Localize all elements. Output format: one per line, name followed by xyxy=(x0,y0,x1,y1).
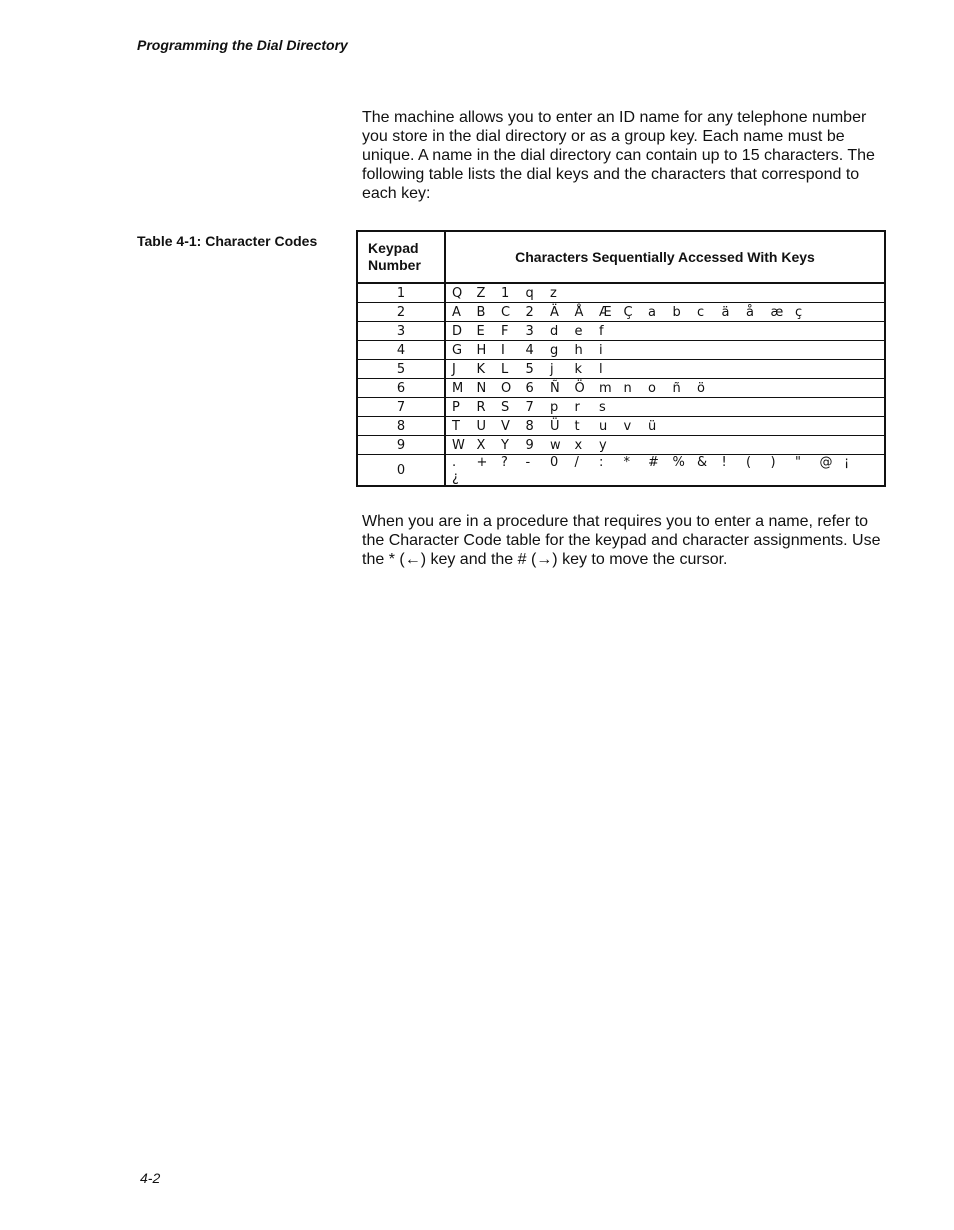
instructions-text: When you are in a procedure that requires you to enter a name, refer to the Character Code table for the keypad and character assignments. Use the * (←) key and the # (→) key to move the cursor. xyxy=(362,513,881,568)
running-header: Programming the Dial Directory xyxy=(137,37,348,53)
character: b xyxy=(672,304,681,320)
character: ¡ xyxy=(844,455,850,470)
character: æ xyxy=(770,304,784,320)
table-body xyxy=(357,283,885,486)
characters-cell xyxy=(445,341,885,360)
keypad-number-cell: 5 xyxy=(357,360,445,379)
character: % xyxy=(672,455,685,470)
table-row xyxy=(357,398,885,417)
character: J xyxy=(452,361,456,377)
character: ä xyxy=(721,304,730,320)
character: Ü xyxy=(550,418,560,434)
character: . xyxy=(452,455,457,470)
character: i xyxy=(599,342,603,358)
table-row xyxy=(357,417,885,436)
character: Q xyxy=(452,285,463,301)
character: Y xyxy=(501,437,509,453)
table-row xyxy=(357,360,885,379)
character: ( xyxy=(746,455,752,470)
character: 1 xyxy=(501,285,510,301)
table-row xyxy=(357,283,885,303)
keypad-number-cell: 6 xyxy=(357,379,445,398)
character: ) xyxy=(770,455,776,470)
character: 3 xyxy=(525,323,534,339)
character: e xyxy=(574,323,583,339)
character: A xyxy=(452,304,461,320)
character: " xyxy=(795,455,801,470)
character: ü xyxy=(648,418,657,434)
character: N xyxy=(476,380,487,396)
characters-cell xyxy=(445,455,885,487)
characters-cell xyxy=(445,417,885,436)
character: ? xyxy=(501,455,508,470)
character: D xyxy=(452,323,463,339)
character: w xyxy=(550,437,561,453)
character: V xyxy=(501,418,510,434)
page-number: 4-2 xyxy=(140,1170,161,1186)
character: T xyxy=(452,418,460,434)
character: X xyxy=(476,437,486,453)
character: B xyxy=(476,304,486,320)
instructions-paragraph xyxy=(362,512,882,569)
character: ¿ xyxy=(452,470,459,485)
characters-cell xyxy=(445,283,885,303)
character: m xyxy=(599,380,612,396)
characters-cell xyxy=(445,379,885,398)
table-header-row xyxy=(357,231,885,283)
character: f xyxy=(599,323,604,339)
keypad-number-cell: 3 xyxy=(357,322,445,341)
character: c xyxy=(697,304,705,320)
character: v xyxy=(623,418,632,434)
character: Z xyxy=(476,285,486,301)
characters-cell xyxy=(445,360,885,379)
character: Ñ xyxy=(550,380,560,396)
table-row xyxy=(357,341,885,360)
character: l xyxy=(599,361,603,377)
character: Ä xyxy=(550,304,559,320)
character: - xyxy=(525,455,531,470)
character: d xyxy=(550,323,559,339)
character: h xyxy=(574,342,583,358)
character: z xyxy=(550,285,557,301)
character: q xyxy=(525,285,534,301)
character: : xyxy=(599,455,604,470)
character: 9 xyxy=(525,437,534,453)
character: ! xyxy=(721,455,727,470)
table-row xyxy=(357,379,885,398)
characters-cell xyxy=(445,436,885,455)
table-caption: Table 4-1: Character Codes xyxy=(137,233,318,249)
keypad-number-cell: 8 xyxy=(357,417,445,436)
character: å xyxy=(746,304,754,320)
table-row xyxy=(357,455,885,487)
character: 7 xyxy=(525,399,534,415)
character: F xyxy=(501,323,509,339)
header-characters: Characters Sequentially Accessed With Keys xyxy=(445,231,885,283)
character: W xyxy=(452,437,465,453)
characters-cell xyxy=(445,322,885,341)
character: G xyxy=(452,342,463,358)
character: 4 xyxy=(525,342,534,358)
character: K xyxy=(476,361,486,377)
keypad-number-cell: 7 xyxy=(357,398,445,417)
character: ñ xyxy=(672,380,681,396)
characters-cell xyxy=(445,398,885,417)
character: U xyxy=(476,418,487,434)
character: 2 xyxy=(525,304,534,320)
character: S xyxy=(501,399,510,415)
character: n xyxy=(623,380,632,396)
character: t xyxy=(574,418,580,434)
character: Æ xyxy=(599,304,612,320)
keypad-number-cell: 0 xyxy=(357,455,445,487)
character: p xyxy=(550,399,559,415)
character: o xyxy=(648,380,656,396)
keypad-number-cell: 4 xyxy=(357,341,445,360)
character: r xyxy=(574,399,580,415)
table-row xyxy=(357,322,885,341)
character: u xyxy=(599,418,608,434)
character: ç xyxy=(795,304,803,320)
character-code-table xyxy=(356,230,886,487)
character: 8 xyxy=(525,418,534,434)
character: x xyxy=(574,437,583,453)
keypad-number-cell: 9 xyxy=(357,436,445,455)
character: / xyxy=(574,455,579,470)
character: O xyxy=(501,380,512,396)
character: M xyxy=(452,380,464,396)
table-row xyxy=(357,303,885,322)
character: * xyxy=(623,455,630,470)
character: k xyxy=(574,361,583,377)
character: + xyxy=(476,455,488,470)
character: 5 xyxy=(525,361,534,377)
character: P xyxy=(452,399,460,415)
character: ö xyxy=(697,380,705,396)
characters-cell xyxy=(445,303,885,322)
table-row xyxy=(357,436,885,455)
character: j xyxy=(550,361,554,377)
character: g xyxy=(550,342,559,358)
character: y xyxy=(599,437,607,453)
character: E xyxy=(476,323,485,339)
keypad-number-cell: 1 xyxy=(357,283,445,303)
character: Ç xyxy=(623,304,633,320)
character: s xyxy=(599,399,606,415)
character: 0 xyxy=(550,455,559,470)
character: R xyxy=(476,399,486,415)
character: Ö xyxy=(574,380,585,396)
character: I xyxy=(501,342,505,358)
character: 6 xyxy=(525,380,534,396)
character: & xyxy=(697,455,708,470)
header-keypad-number: Keypad Number xyxy=(357,231,445,283)
character: # xyxy=(648,455,659,470)
intro-text: The machine allows you to enter an ID name for any telephone number you store in the dial directory or as a group key. Each name must be unique. A name in the dial directory can contain up to 15 characters. The following table lists the dial keys and the characters that correspond to each key: xyxy=(362,109,875,202)
keypad-number-cell: 2 xyxy=(357,303,445,322)
character: C xyxy=(501,304,511,320)
character: @ xyxy=(819,455,833,470)
character: Å xyxy=(574,304,584,320)
character: a xyxy=(648,304,656,320)
intro-paragraph xyxy=(362,108,882,203)
character: L xyxy=(501,361,509,377)
character: H xyxy=(476,342,487,358)
